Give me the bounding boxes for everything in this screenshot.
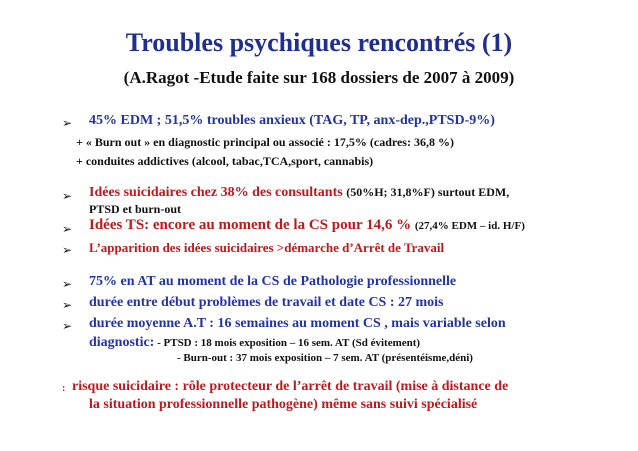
suicide-attempt-main: Idées TS: encore au moment de la CS pour 14,6 % <box>89 217 415 233</box>
work-stoppage-line: 75% en AT au moment de la CS de Pathologie professionnelle <box>89 274 457 289</box>
stat-line-burnout: + « Burn out » en diagnostic principal ou associé : 17,5% (cadres: 36,8 %) <box>76 135 454 149</box>
slide-subtitle: (A.Ragot -Etude faite sur 168 dossiers de 2007 à 2009) <box>123 68 515 87</box>
suicidal-ideation-cont: PTSD et burn-out <box>89 202 182 216</box>
suicidal-ideation-detail: (50%H; 31,8%F) surtout EDM, <box>346 185 510 199</box>
sick-leave-approach-line: L’apparition des idées suicidaires >démarche d’Arrêt de Travail <box>89 240 445 255</box>
bullet-arrow-icon: ➢ <box>62 319 73 333</box>
bullet-arrow-icon: ➢ <box>62 277 73 291</box>
bullet-arrow-icon: ➢ <box>62 116 73 130</box>
diagnostic-line <box>89 333 420 351</box>
suicidal-ideation-main: Idées suicidaires chez 38% des consultants <box>89 185 347 200</box>
bullet-marker: : <box>62 383 66 394</box>
bullet-arrow-icon: ➢ <box>62 189 73 203</box>
bullet-arrow-icon: ➢ <box>62 298 73 312</box>
suicide-risk-cont: la situation professionnelle pathogène) même sans suivi spécialisé <box>89 397 478 412</box>
average-duration-line: durée moyenne A.T : 16 semaines au moment CS , mais variable selon <box>89 316 506 331</box>
suicide-attempt-detail: (27,4% EDM – id. H/F) <box>414 220 525 232</box>
stat-line-addictions: + conduites addictives (alcool, tabac,TCA,sport, cannabis) <box>76 154 374 168</box>
suicide-risk-line: risque suicidaire : rôle protecteur de l’arrêt de travail (mise à distance de <box>72 379 509 394</box>
suicide-attempt-line <box>89 217 525 234</box>
suicidal-ideation-line <box>89 185 509 201</box>
stat-line-edm: 45% EDM ; 51,5% troubles anxieux (TAG, TP, anx-dep.,PTSD-9%) <box>89 113 495 128</box>
duration-line: durée entre début problèmes de travail et date CS : 27 mois <box>89 295 444 310</box>
slide-title: Troubles psychiques rencontrés (1) <box>125 28 513 57</box>
diagnostic-ptsd: - PTSD : 18 mois exposition – 16 sem. AT (Sd évitement) <box>154 337 421 349</box>
diagnostic-label: diagnostic: <box>89 335 155 350</box>
diagnostic-burnout: - Burn-out : 37 mois exposition – 7 sem. AT (présentéisme,déni) <box>177 352 473 364</box>
bullet-arrow-icon: ➢ <box>62 222 73 236</box>
bullet-arrow-icon: ➢ <box>62 243 73 257</box>
